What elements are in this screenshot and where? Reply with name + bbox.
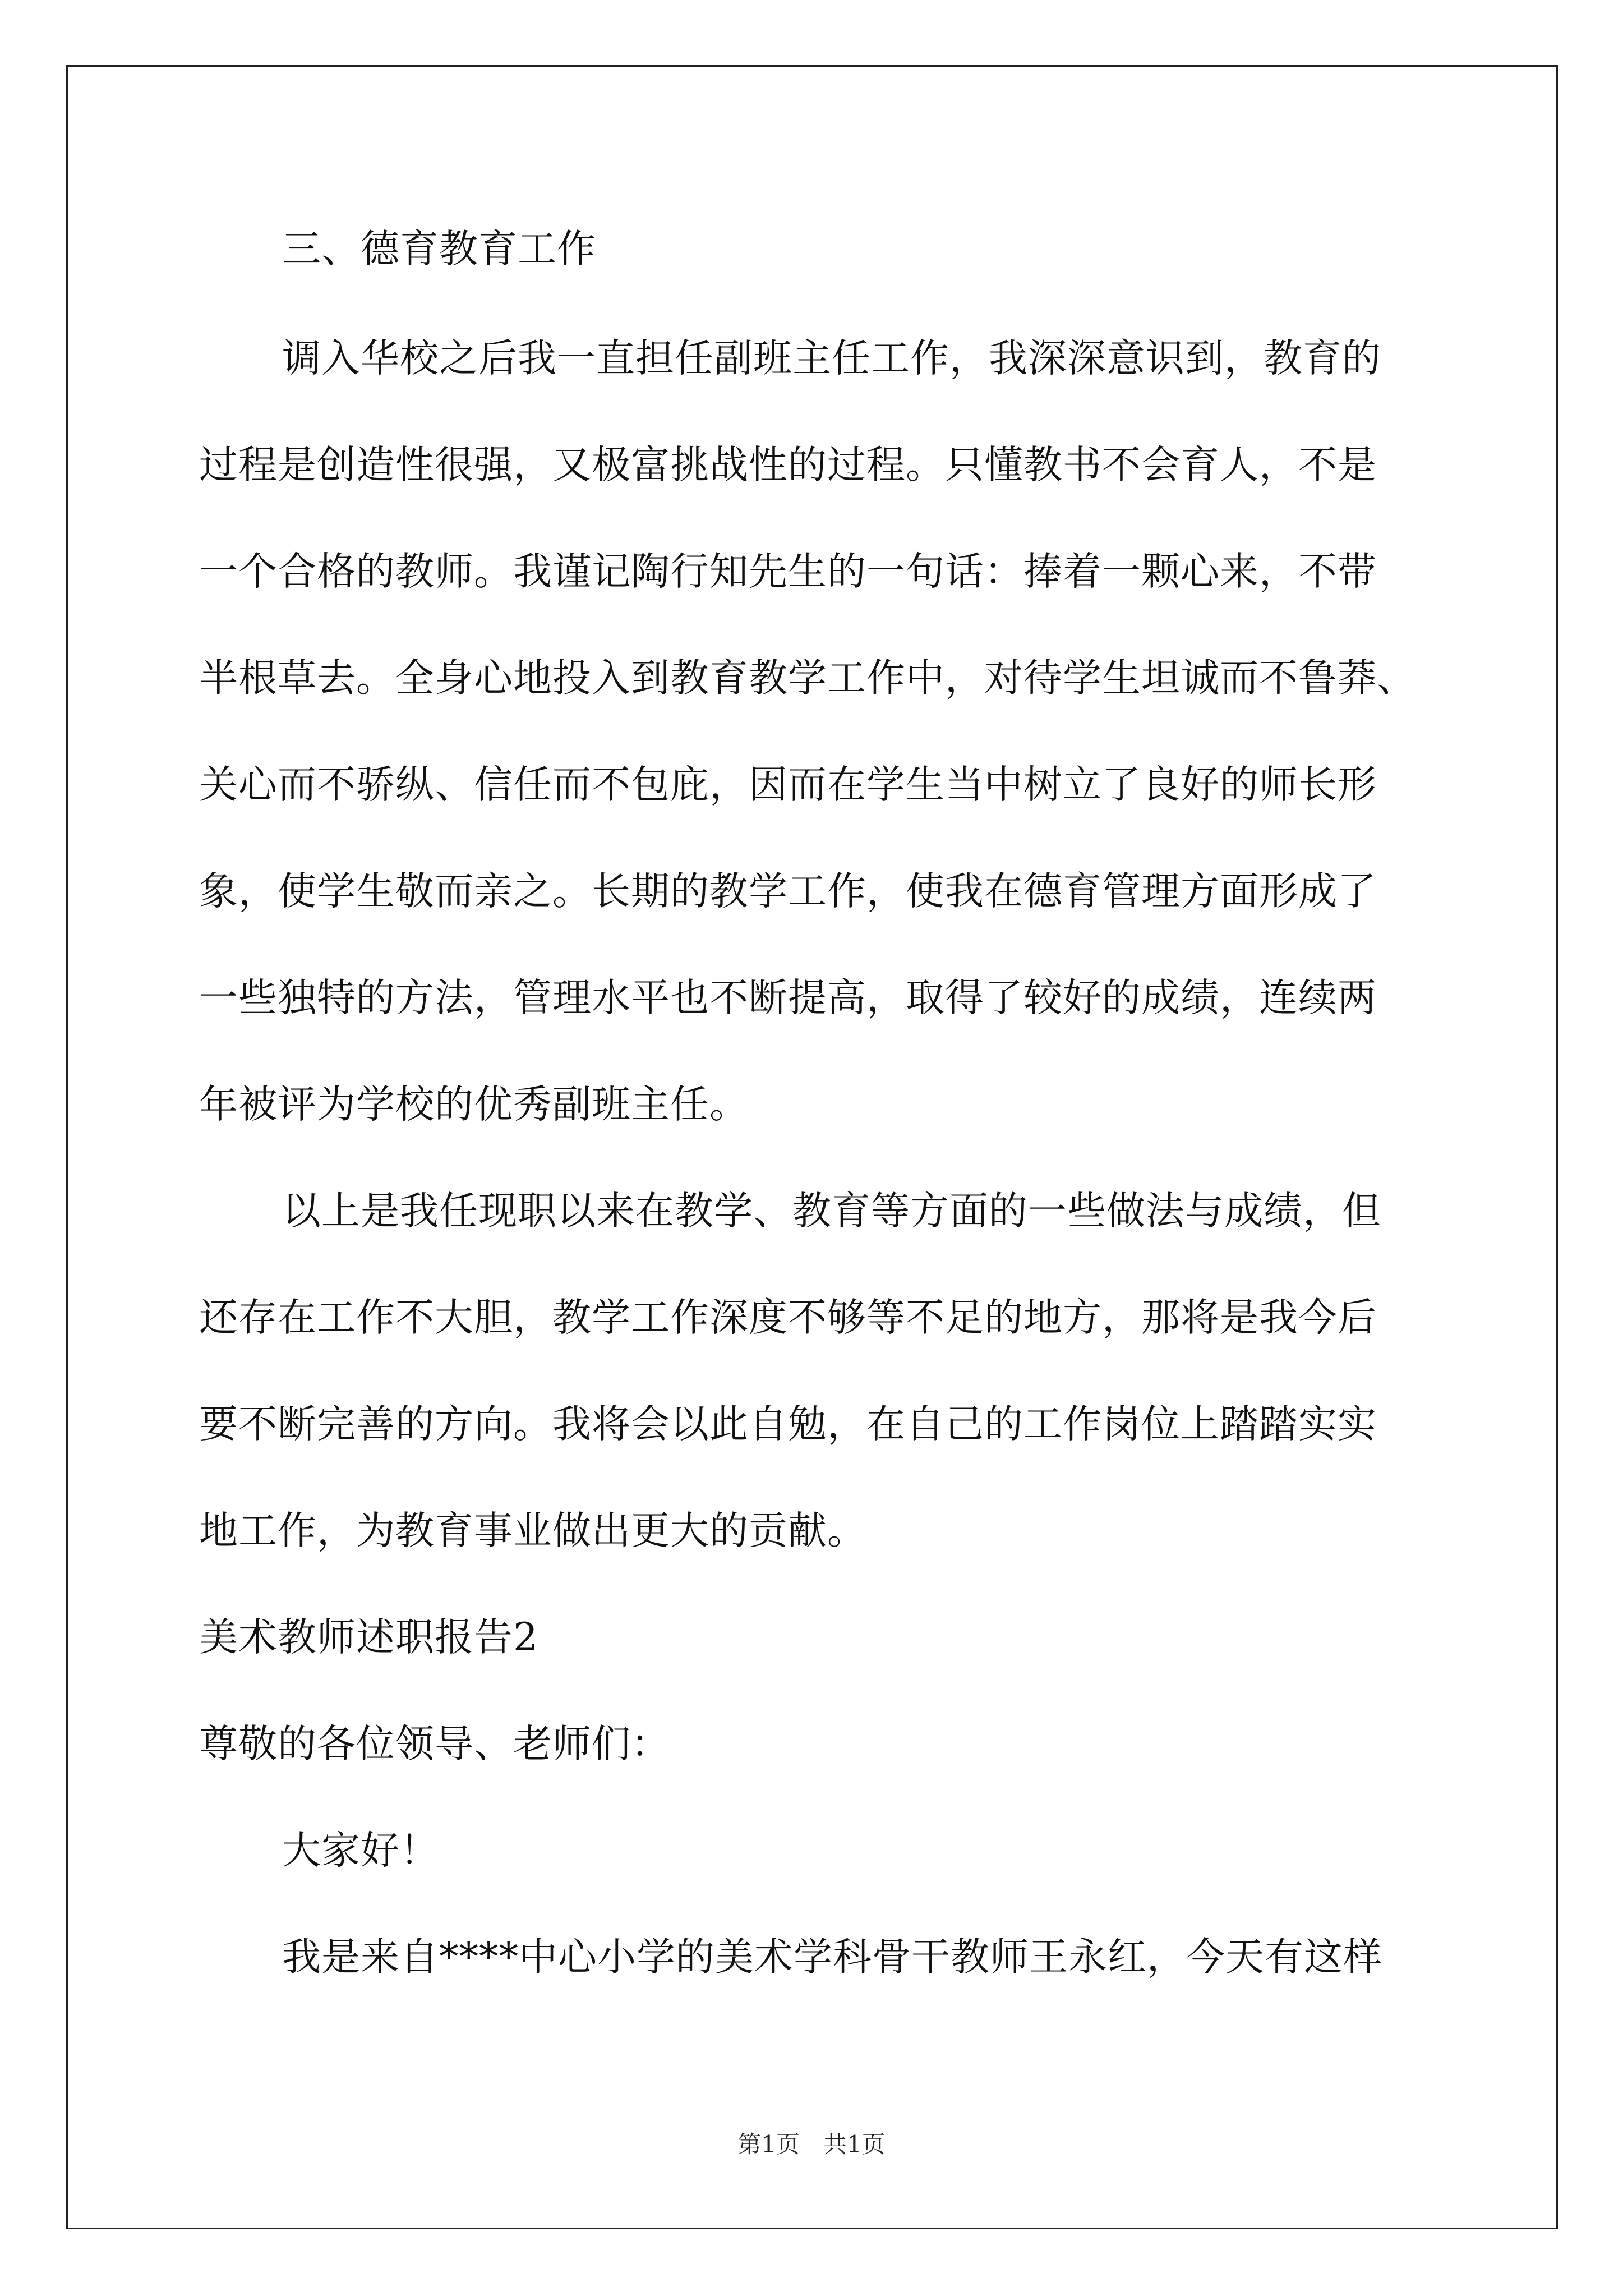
- paragraph-line: 地工作，为教育事业做出更大的贡献。: [199, 1508, 866, 1553]
- paragraph-line: 一些独特的方法，管理水平也不断提高，取得了较好的成绩，连续两: [199, 976, 1377, 1020]
- paragraph-line: 还存在工作不大胆，教学工作深度不够等不足的地方，那将是我今后: [199, 1295, 1377, 1340]
- paragraph-line: 一个合格的教师。我谨记陶行知先生的一句话：捧着一颗心来，不带: [199, 549, 1377, 594]
- paragraph-line: 以上是我任现职以来在教学、教育等方面的一些做法与成绩，但: [282, 1189, 1381, 1234]
- report-title: 美术教师述职报告2: [199, 1615, 538, 1660]
- paragraph-line: 半根草去。全身心地投入到教育教学工作中，对待学生坦诚而不鲁莽、: [199, 656, 1416, 701]
- paragraph-line: 关心而不骄纵、信任而不包庇，因而在学生当中树立了良好的师长形: [199, 762, 1377, 807]
- paragraph-line: 年被评为学校的优秀副班主任。: [199, 1082, 749, 1127]
- page-number-footer: 第1页 共1页: [737, 2131, 886, 2158]
- salutation: 尊敬的各位领导、老师们：: [199, 1722, 670, 1766]
- paragraph-line: 象，使学生敬而亲之。长期的教学工作，使我在德育管理方面形成了: [199, 869, 1377, 914]
- paragraph-line: 要不断完善的方向。我将会以此自勉，在自己的工作岗位上踏踏实实: [199, 1402, 1377, 1447]
- page-border: [66, 65, 1558, 2229]
- section-heading: 三、德育教育工作: [282, 227, 596, 272]
- greeting: 大家好！: [282, 1828, 439, 1873]
- paragraph-line: 调入华校之后我一直担任副班主任工作，我深深意识到，教育的: [282, 336, 1381, 381]
- paragraph-line: 我是来自****中心小学的美术学科骨干教师王永红，今天有这样: [282, 1935, 1382, 1980]
- paragraph-line: 过程是创造性很强，又极富挑战性的过程。只懂教书不会育人，不是: [199, 443, 1377, 487]
